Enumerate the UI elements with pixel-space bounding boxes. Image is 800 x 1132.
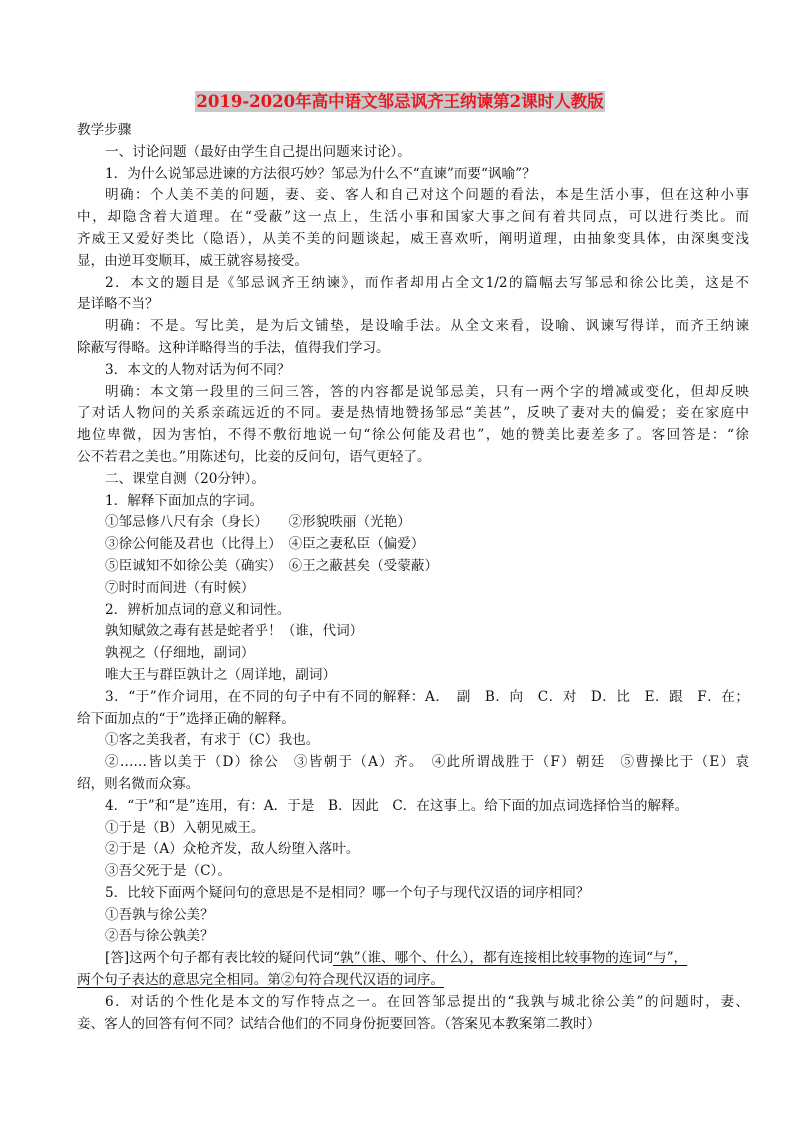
paragraph-line: 是详略不当？ [77,296,159,313]
paragraph-line: 4．“于”和“是”连用，有：A．于是 B．因此 C．在这事上。给下面的加点词选择恰当的解释。 [105,797,689,814]
paragraph-line: ①邹忌修八尺有余（身长） ②形貌昳丽（光艳） [105,514,411,531]
paragraph-line: 除蔽写得略。这种详略得当的手法，值得我们学习。 [77,339,390,356]
document-body [77,120,749,1035]
paragraph-line: 1．解释下面加点的字词。 [105,492,264,509]
paragraph-line: ②……皆以美于（D）徐公 ③皆朝于（A）齐。 ④此所谓战胜于（F）朝廷 ⑤曹操比于（E）袁 [105,754,749,771]
paragraph-line: 3．本文的人物对话为何不同？ [105,361,291,378]
paragraph-line: 妾、客人的回答有何不同？试结合他们的不同身份扼要回答。（答案见本教案第二教时） [77,1015,601,1032]
paragraph-line: 一、讨论问题（最好由学生自己提出问题来讨论）。 [105,143,411,160]
answer-underlined: 两个句子表达的意思完全相同。第②句符合现代汉语的词序。 [77,972,445,989]
paragraph-line: 了对话人物问的关系亲疏远近的不同。妻是热情地赞扬邹忌“美甚”，反映了妻对夫的偏爱；妾在家庭中 [77,405,749,422]
section-heading: 二、课堂自测（20分钟）。 [105,470,266,487]
paragraph-line: ①于是（B）入朝见威王。 [105,819,265,836]
paragraph-line: 1．为什么说邹忌进谏的方法很巧妙？邹忌为什么不“直谏”而要“讽喻”？ [105,165,536,182]
paragraph-line: ⑤臣诚知不如徐公美（确实） ⑥王之蔽甚矣（受蒙蔽） [105,557,439,574]
paragraph-line: 给下面加点的“于”选择正确的解释。 [77,710,295,727]
paragraph-line: 孰视之（仔细地，副词） [105,645,255,662]
paragraph-line: 明确：不是。写比美，是为后文铺垫，是设喻手法。从全文来看，设喻、讽谏写得详，而齐王纳谏 [105,318,749,335]
section-heading: 教学步骤 [77,122,132,138]
paragraph-line: 2．辨析加点词的意义和词性。 [105,601,291,618]
paragraph-line: ③吾父死于是（C）。 [105,863,231,880]
paragraph-line: ②吾与徐公孰美？ [105,928,214,945]
paragraph-line: 唯大王与群臣孰计之（周详地，副词） [105,666,337,683]
answer-line [77,970,749,992]
paragraph-line: 明确：本文第一段里的三问三答，答的内容都是说邹忌美，只有一两个字的增减或变化，但却反映 [105,383,749,400]
document-title [0,88,800,112]
paragraph-line: 孰知赋敛之毒有甚是蛇者乎！（谁，代词） [105,623,364,640]
paragraph-line: ②于是（A）众枪齐发，敌人纷堕入落叶。 [105,841,360,858]
answer-line [77,948,749,970]
answer-prefix: [答]这两个句子都有表比较的疑问代词 [105,950,334,967]
paragraph-line: 5．比较下面两个疑问句的意思是不是相同？哪一个句子与现代汉语的词序相同？ [105,884,590,901]
answer-underlined: “孰”（谁、哪个、什么），都有连接相比较事物的连词“与”， [333,950,688,967]
paragraph-line: 齐威王又爱好类比（隐语），从美不美的问题谈起，威王喜欢听，阐明道理，由抽象变具体，由深奥变浅 [77,230,749,247]
paragraph-line: 明确：个人美不美的问题，妻、妾、客人和自己对这个问题的看法，本是生活小事，但在这种小事 [105,187,749,204]
paragraph-line: ①客之美我者，有求于（C）我也。 [105,732,320,749]
paragraph-line: 绍，则名微而众寡。 [77,775,200,792]
paragraph-line: 中，却隐含着大道理。在“受蔽”这一点上，生活小事和国家大事之间有着共同点，可以进行类比。而 [77,209,749,226]
title-text: 2019-2020年高中语文邹忌讽齐王纳谏第2课时人教版 [196,92,604,111]
paragraph-line: ③徐公何能及君也（比得上） ④臣之妻私臣（偏爱） [105,536,425,553]
paragraph-line: 显，由逆耳变顺耳，威王就容易接受。 [77,252,309,269]
paragraph-line: ⑦时时而间进（有时候） [105,579,255,596]
paragraph-line: ①吾孰与徐公美？ [105,906,214,923]
paragraph-line: 地位卑微，因为害怕，不得不敷衍地说一句“徐公何能及君也”，她的赞美比妻差多了。客回答是：“徐 [77,427,749,444]
paragraph-line: 2．本文的题目是《邹忌讽齐王纳谏》，而作者却用占全文1/2的篇幅去写邹忌和徐公比美，这是不 [105,274,749,291]
paragraph-line: 6．对话的个性化是本文的写作特点之一。在回答邹忌提出的“我孰与城北徐公美”的问题时，妻、 [105,993,749,1010]
paragraph-line: 公不若君之美也。”用陈述句，比妾的反问句，语气更轻了。 [77,448,431,465]
paragraph-line: 3．“于”作介词用，在不同的句子中有不同的解释：A． 副 B．向 C．对 D．比 E．跟 F．在； [105,688,749,705]
